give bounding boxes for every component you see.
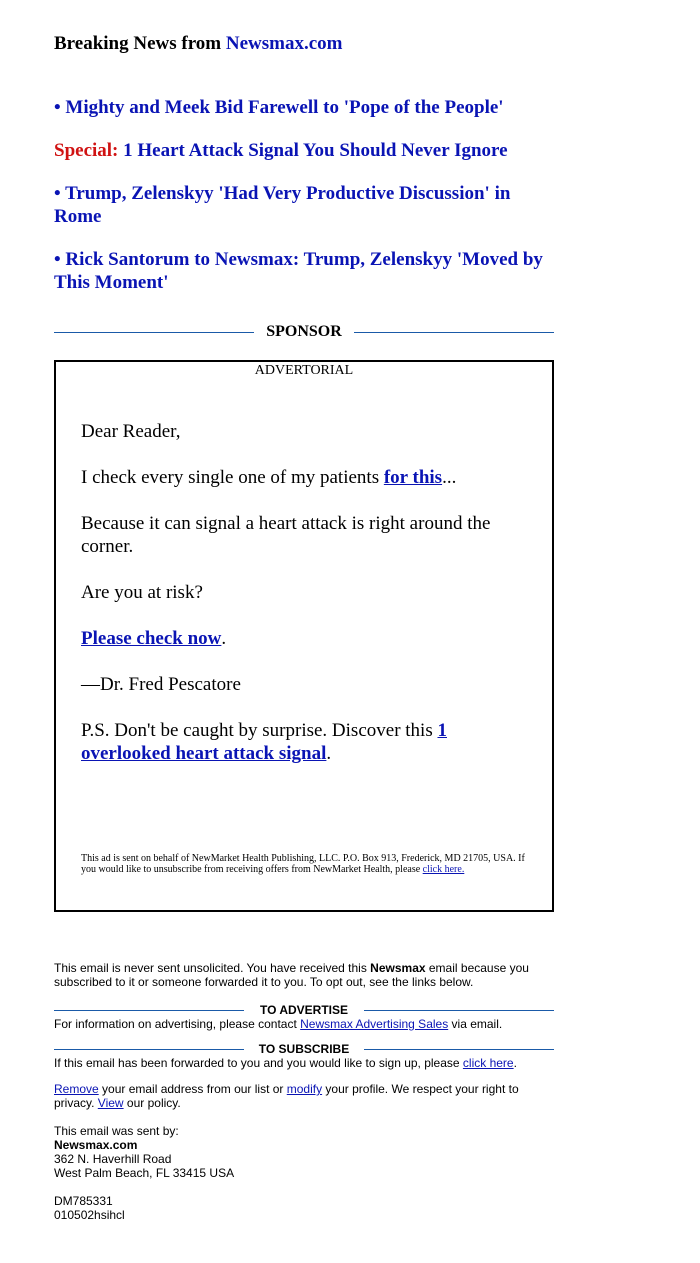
ad-text: . xyxy=(326,743,332,764)
sponsor-label: SPONSOR xyxy=(266,323,342,340)
notice-text: This email is never sent unsolicited. You have received this xyxy=(54,961,371,975)
sender-info xyxy=(54,1124,554,1180)
subscribe-text: If this email has been forwarded to you and you would like to sign up, please xyxy=(54,1056,463,1070)
ad-greeting: Dear Reader, xyxy=(81,421,181,442)
advertorial-tag: ADVERTORIAL xyxy=(254,363,354,378)
headline-item-special[interactable] xyxy=(54,139,554,162)
advertise-text: via email. xyxy=(448,1017,503,1031)
sender-address-line-2: West Palm Beach, FL 33415 USA xyxy=(54,1166,235,1180)
special-label: Special: xyxy=(54,140,119,161)
heart-attack-signal-link[interactable]: 1 overlooked heart attack signal xyxy=(81,720,447,764)
headline-link[interactable]: Rick Santorum to Newsmax: Trump, Zelenskyy 'Moved by This Moment' xyxy=(54,249,543,293)
headline-link[interactable]: 1 Heart Attack Signal You Should Never Ignore xyxy=(123,140,508,161)
sponsor-divider xyxy=(54,322,554,342)
unsubscribe-offers-link[interactable]: click here. xyxy=(422,864,465,875)
subscribe-text: . xyxy=(513,1056,517,1070)
advertise-text: For information on advertising, please contact xyxy=(54,1017,301,1031)
sender-address-line-1: 362 N. Haverhill Road xyxy=(54,1152,172,1166)
remove-link[interactable]: Remove xyxy=(54,1082,99,1096)
sender-company: Newsmax.com xyxy=(54,1138,138,1152)
bullet: • xyxy=(54,249,61,270)
notice-brand: Newsmax xyxy=(370,961,426,975)
ad-text: . xyxy=(221,628,227,649)
privacy-text: your profile. We respect your right to privacy. xyxy=(54,1082,519,1110)
tracking-code-1: DM785331 xyxy=(54,1194,113,1208)
privacy-text: your email address from our list or xyxy=(98,1082,287,1096)
fine-print-text: This ad is sent on behalf of NewMarket Health Publishing, LLC. P.O. Box 913, Frederick, MD 21705, USA. If you would like to unsubscribe from receiving offers from NewMarket Health, please xyxy=(81,853,525,875)
bullet: • xyxy=(54,97,61,118)
notice-text: email because you subscribed to it or someone forwarded it to you. To opt out, see the links below. xyxy=(54,961,529,989)
ad-text: I check every single one of my patients xyxy=(81,467,384,488)
ad-line-3: Are you at risk? xyxy=(81,582,203,603)
tracking-codes xyxy=(54,1194,554,1222)
ad-ps xyxy=(81,719,521,765)
advertise-info xyxy=(54,1017,554,1031)
advertising-sales-link[interactable]: Newsmax Advertising Sales xyxy=(300,1017,449,1031)
privacy-info xyxy=(54,1082,554,1110)
headline-link[interactable]: Trump, Zelenskyy 'Had Very Productive Discussion' in Rome xyxy=(54,183,511,227)
ad-fine-print xyxy=(81,853,536,875)
tracking-code-2: 010502hsihcl xyxy=(54,1208,125,1222)
newsmax-link[interactable]: Newsmax.com xyxy=(225,33,343,54)
advertise-label: TO ADVERTISE xyxy=(259,1003,348,1017)
ad-cta xyxy=(81,627,521,650)
please-check-now-link[interactable]: Please check now xyxy=(81,628,222,649)
footer-notice xyxy=(54,961,554,989)
subscribe-click-here-link[interactable]: click here xyxy=(462,1056,514,1070)
subscribe-info xyxy=(54,1056,554,1070)
headline-link[interactable]: Mighty and Meek Bid Farewell to 'Pope of the People' xyxy=(65,97,504,118)
sent-by-label: This email was sent by: xyxy=(54,1124,179,1138)
ad-link-for-this[interactable]: for this xyxy=(383,467,443,488)
view-policy-link[interactable]: View xyxy=(97,1096,124,1110)
headline-item[interactable] xyxy=(54,182,554,228)
header-prefix: Breaking News from xyxy=(54,33,222,54)
bullet: • xyxy=(54,183,61,204)
ad-line-2: Because it can signal a heart attack is right around the corner. xyxy=(81,513,491,557)
subscribe-label: TO SUBSCRIBE xyxy=(258,1042,350,1056)
modify-link[interactable]: modify xyxy=(286,1082,323,1096)
ad-line-1 xyxy=(81,466,521,489)
ad-text: ... xyxy=(442,467,457,488)
ad-signature: —Dr. Fred Pescatore xyxy=(81,674,241,695)
email-header xyxy=(54,33,342,55)
ad-text: P.S. Don't be caught by surprise. Discover this xyxy=(81,720,438,741)
privacy-text: our policy. xyxy=(123,1096,181,1110)
headline-item[interactable] xyxy=(54,96,554,119)
advertorial-box xyxy=(54,360,554,912)
headline-item[interactable] xyxy=(54,248,554,294)
